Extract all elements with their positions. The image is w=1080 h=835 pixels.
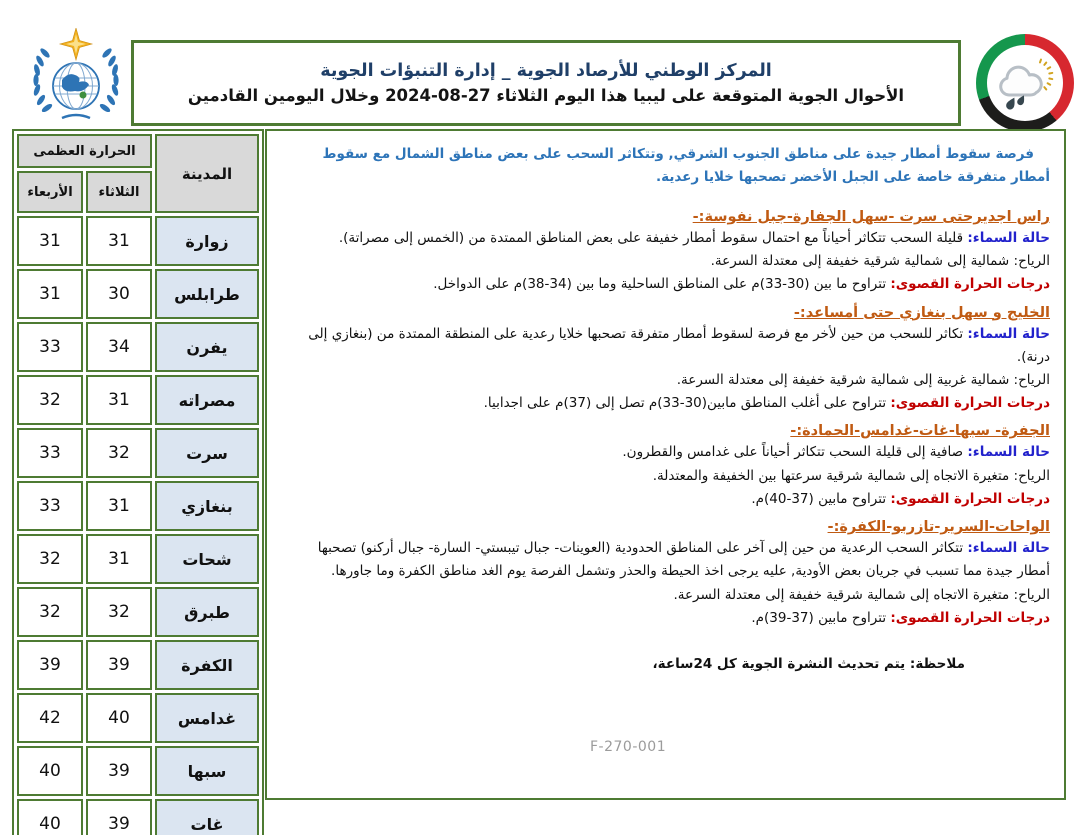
org-title: المركز الوطني للأرصاد الجوية _ إدارة التنبؤات الجوية: [320, 61, 772, 81]
section-heading: الخليج و سهل بنغازي حتى أمساعد:-: [793, 304, 1050, 321]
city-cell: غدامس: [155, 693, 259, 743]
temp-cell: 39: [86, 746, 152, 796]
section-heading: الجفرة- سبها-غات-غدامس-الحمادة:-: [790, 423, 1050, 440]
temp-text: تتراوح مابين (37-40)م.: [751, 490, 887, 507]
wind-line: [281, 250, 1050, 273]
sky-condition-line: [281, 323, 1050, 369]
wmo-logo: [20, 28, 132, 128]
sky-label: حالة السماء:: [967, 325, 1050, 342]
city-cell: بنغازي: [155, 481, 259, 531]
wind-text: شمالية إلى شمالية شرقية خفيفة إلى معتدلة السرعة.: [710, 253, 1010, 270]
temp-cell: 42: [17, 693, 83, 743]
table-row: [17, 269, 259, 319]
temp-cell: 31: [86, 375, 152, 425]
forecast-section-jafara: [281, 209, 1050, 297]
temp-cell: 33: [17, 322, 83, 372]
table-row: [17, 216, 259, 266]
sky-label: حالة السماء:: [967, 540, 1050, 557]
forecast-intro: فرصة سقوط أمطار جيدة على مناطق الجنوب الشرقي, وتتكاثر السحب على بعض مناطق الشمال مع سقوط أمطار متفرقة خاصة على الجبل الأخضر تصحبها خلايا رعدية.: [322, 146, 1050, 185]
temp-text: تتراوح على أغلب المناطق مابين(30-33)م تصل إلى (37)م على اجدابيا.: [483, 395, 887, 412]
temp-cell: 32: [17, 587, 83, 637]
temp-cell: 31: [86, 481, 152, 531]
bulletin-title: الأحوال الجوية المتوقعة على ليبيا هذا اليوم الثلاثاء 27-08-2024 وخلال اليومين القادمين: [187, 86, 905, 105]
wind-line: [281, 465, 1050, 488]
city-cell: الكفرة: [155, 640, 259, 690]
sky-text: قليلة السحب تتكاثر أحياناً مع احتمال سقوط أمطار خفيفة على بعض المناطق الممتدة من (الخمس إلى مصراتة).: [338, 229, 964, 246]
table-row: [17, 640, 259, 690]
sky-condition-line: [281, 537, 1050, 583]
temp-line: [281, 273, 1050, 296]
sky-condition-line: [281, 227, 1050, 250]
temp-cell: 40: [86, 693, 152, 743]
sky-text: تتكاثر السحب الرعدية من حين إلى آخر على المناطق الحدودية (العوينات- جبال تيبستي- السارة- جبال أركنو) تصحبها أمطار جيدة مما تسبب في جريان بعض الأودية, عليه يرجى اخذ الحيطة والحذر وتشمل الفرصة يوم الغد مناطق الكفرة وما جاورها.: [317, 540, 1050, 580]
temp-cell: 34: [86, 322, 152, 372]
wind-text: شمالية غربية إلى شمالية شرقية خفيفة إلى معتدلة السرعة.: [676, 371, 1010, 388]
wind-text: متغيرة الاتجاه إلى شمالية شرقية خفيفة إلى معتدلة السرعة.: [673, 586, 1010, 603]
tuesday-header: الثلاثاء: [86, 171, 152, 213]
cloud-rain-sun-icon: [993, 54, 1057, 112]
temp-cell: 39: [86, 640, 152, 690]
wednesday-header: الأربعاء: [17, 171, 83, 213]
city-cell: سرت: [155, 428, 259, 478]
table-row: [17, 322, 259, 372]
section-heading: راس اجديرحتى سرت -سهل الجفارة-جبل نفوسة:-: [692, 208, 1050, 225]
city-column-header: المدينة: [155, 134, 259, 213]
temp-label: درجات الحرارة القصوى:: [890, 490, 1050, 507]
wind-text: متغيرة الاتجاه إلى شمالية شرقية سرعتها بين الخفيفة والمعتدلة.: [652, 467, 1010, 484]
forecast-section-oases-kufra: [281, 519, 1050, 630]
libya-met-center-logo: [976, 34, 1074, 132]
forecast-text-panel: [265, 129, 1066, 800]
flag-ring-icon: [976, 34, 1074, 132]
temp-label: درجات الحرارة القصوى:: [890, 609, 1050, 626]
sky-text: تكاثر للسحب من حين لأخر مع فرصة لسقوط أمطار متفرقة تصحبها خلايا رعدية على المنطقة الممتدة من (بنغازي إلى درنة).: [308, 325, 1050, 365]
city-cell: شحات: [155, 534, 259, 584]
compass-star-icon: [60, 28, 92, 60]
table-row: [17, 799, 259, 835]
wind-label: الرياح:: [1013, 467, 1050, 484]
temp-cell: 31: [17, 269, 83, 319]
form-code: F-270-001: [590, 739, 667, 755]
table-row: [17, 375, 259, 425]
city-cell: يفرن: [155, 322, 259, 372]
city-cell: مصراته: [155, 375, 259, 425]
temp-line: [281, 607, 1050, 630]
table-row: [17, 587, 259, 637]
city-cell: طبرق: [155, 587, 259, 637]
sky-label: حالة السماء:: [967, 229, 1050, 246]
sky-text: صافية إلى قليلة السحب تتكاثر أحياناً على غدامس والقطرون.: [622, 444, 964, 461]
table-row: [17, 746, 259, 796]
temp-cell: 30: [86, 269, 152, 319]
wmo-logo-graphic: [20, 28, 132, 124]
max-temp-header: الحرارة العظمى: [17, 134, 152, 168]
table-row: [17, 481, 259, 531]
temp-line: [281, 488, 1050, 511]
city-cell: سبها: [155, 746, 259, 796]
temp-text: تتراوح ما بين (30-33)م على المناطق الساحلية وما بين (34-38)م على الدواخل.: [433, 276, 887, 293]
max-temperature-table: [12, 129, 264, 835]
table-row: [17, 428, 259, 478]
temp-cell: 39: [86, 799, 152, 835]
temp-cell: 32: [17, 534, 83, 584]
temp-label: درجات الحرارة القصوى:: [890, 276, 1050, 293]
forecast-section-jufra-south: [281, 423, 1050, 511]
wind-line: [281, 369, 1050, 392]
temp-cell: 40: [17, 746, 83, 796]
temp-cell: 32: [17, 375, 83, 425]
temp-cell: 32: [86, 428, 152, 478]
table-header-row: [17, 134, 259, 168]
temp-cell: 39: [17, 640, 83, 690]
sky-condition-line: [281, 441, 1050, 464]
section-heading: الواحات-السرير-تازربو-الكفرة:-: [827, 519, 1050, 536]
temp-line: [281, 392, 1050, 415]
wind-label: الرياح:: [1013, 586, 1050, 603]
forecast-section-gulf-benghazi: [281, 305, 1050, 416]
temp-text: تتراوح مابين (37-39)م.: [751, 609, 887, 626]
sky-label: حالة السماء:: [967, 444, 1050, 461]
city-cell: طرابلس: [155, 269, 259, 319]
temp-cell: 31: [86, 534, 152, 584]
temp-cell: 31: [86, 216, 152, 266]
update-note: ملاحظة: يتم تحديث النشرة الجوية كل 24ساعة،: [652, 655, 965, 672]
temp-cell: 33: [17, 481, 83, 531]
temp-cell: 32: [86, 587, 152, 637]
table-row: [17, 693, 259, 743]
table-row: [17, 534, 259, 584]
temp-label: درجات الحرارة القصوى:: [890, 395, 1050, 412]
temp-cell: 31: [17, 216, 83, 266]
temp-cell: 33: [17, 428, 83, 478]
header-title-box: [131, 40, 961, 126]
city-cell: غات: [155, 799, 259, 835]
wind-label: الرياح:: [1013, 371, 1050, 388]
temp-cell: 40: [17, 799, 83, 835]
wind-line: [281, 584, 1050, 607]
city-cell: زوارة: [155, 216, 259, 266]
globe-icon: [53, 63, 99, 109]
cloud-icon: [1001, 67, 1042, 95]
wind-label: الرياح:: [1013, 253, 1050, 270]
